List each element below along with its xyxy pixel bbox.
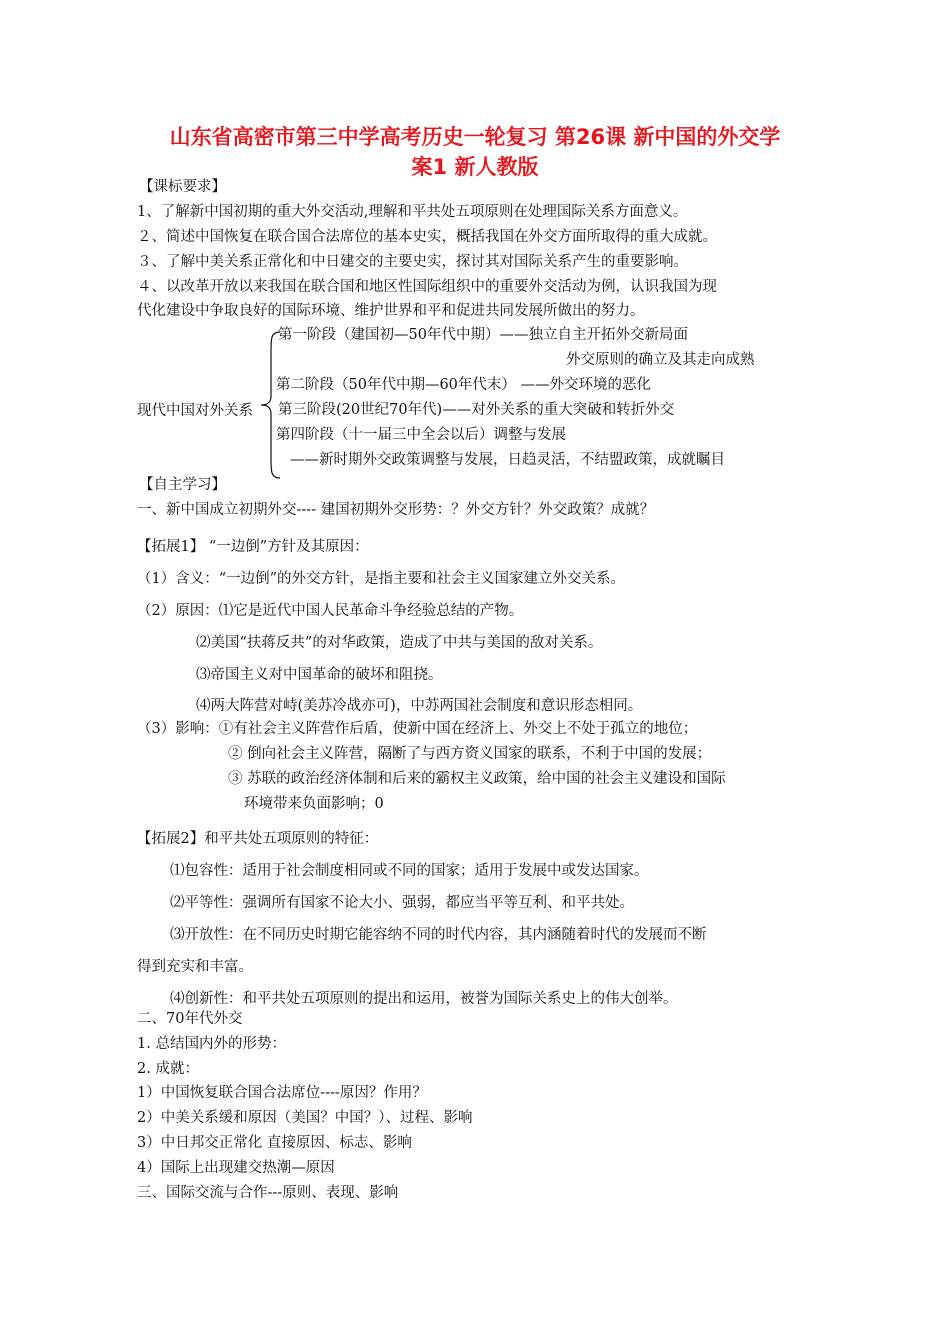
ext1-reason-4: ⑷两大阵营对峙(美苏冷战亦可)，中苏两国社会制度和意识形态相同。 bbox=[196, 698, 643, 714]
section-2-sub-3: 3）中日邦交正常化 直接原因、标志、影响 bbox=[137, 1135, 412, 1151]
section-2-sub-1: 1）中国恢复联合国合法席位----原因？作用？ bbox=[137, 1085, 427, 1101]
ext1-reason-3: ⑶帝国主义对中国革命的破坏和阻挠。 bbox=[196, 667, 443, 683]
requirement-item-3: ３、了解中美关系正常化和中日建交的主要史实，探讨其对国际关系产生的重要影响。 bbox=[137, 254, 688, 270]
section-3-heading: 三、国际交流与合作---原则、表现、影响 bbox=[137, 1185, 399, 1201]
ext2-point-3: ⑶开放性：在不同历史时期它能容纳不同的时代内容，其内涵随着时代的发展而不断 bbox=[170, 927, 707, 943]
outline-label: 现代中国对外关系 bbox=[137, 403, 253, 419]
ext1-heading: 【拓展1】 “一边倒”方针及其原因： bbox=[137, 539, 369, 555]
ext1-meaning: （1）含义：“一边倒”的外交方针，是指主要和社会主义国家建立外交关系。 bbox=[137, 571, 626, 587]
requirements-heading: 【课标要求】 bbox=[139, 179, 226, 195]
ext2-point-2: ⑵平等性：强调所有国家不论大小、强弱，都应当平等互利、和平共处。 bbox=[170, 895, 634, 911]
section-2-sub-4: 4）国际上出现建交热潮—原因 bbox=[137, 1160, 335, 1176]
ext1-impact-3: ③ 苏联的政治经济体制和后来的霸权主义政策，给中国的社会主义建设和国际 bbox=[228, 771, 726, 787]
title-line-1: 山东省高密市第三中学高考历史一轮复习 第26课 新中国的外交学 bbox=[169, 125, 781, 149]
ext1-reason-2: ⑵美国“扶蒋反共”的对华政策，造成了中共与美国的敌对关系。 bbox=[196, 635, 603, 651]
section-1-heading: 一、新中国成立初期外交---- 建国初期外交形势：？外交方针？外交政策？成就？ bbox=[137, 502, 655, 518]
ext1-impact-1: （3）影响：①有社会主义阵营作后盾，使新中国在经济上、外交上不处于孤立的地位； bbox=[137, 721, 698, 737]
section-2-heading: 二、70年代外交 bbox=[137, 1011, 243, 1027]
section-2-item-1: 1. 总结国内外的形势： bbox=[137, 1036, 286, 1052]
section-2-item-2: 2. 成就： bbox=[137, 1061, 199, 1077]
outline-stage-3: 第三阶段(20世纪70年代)——对外关系的重大突破和转折外交 bbox=[278, 402, 675, 418]
ext2-point-3-cont: 得到充实和丰富。 bbox=[137, 959, 253, 975]
outline-stage-4: 第四阶段（十一届三中全会以后）调整与发展 bbox=[276, 427, 566, 443]
outline-stage-2: 第二阶段（50年代中期—60年代末） ——外交环境的恶化 bbox=[276, 377, 652, 393]
requirement-item-1: 1、了解新中国初期的重大外交活动,理解和平共处五项原则在处理国际关系方面意义。 bbox=[137, 204, 688, 220]
section-2-sub-2: 2）中美关系缓和原因（美国？中国？）、过程、影响 bbox=[137, 1110, 473, 1126]
requirement-item-4: ４、以改革开放以来我国在联合国和地区性国际组织中的重要外交活动为例，认识我国为现 bbox=[137, 279, 717, 295]
self-study-heading: 【自主学习】 bbox=[139, 477, 226, 493]
ext1-reason-1: （2）原因：⑴它是近代中国人民革命斗争经验总结的产物。 bbox=[137, 603, 524, 619]
requirement-item-2: ２、简述中国恢复在联合国合法席位的基本史实，概括我国在外交方面所取得的重大成就。 bbox=[137, 229, 717, 245]
ext1-impact-2: ② 倒向社会主义阵营，隔断了与西方资义国家的联系，不利于中国的发展； bbox=[228, 746, 712, 762]
ext1-impact-3-cont: 环境带来负面影响；0 bbox=[244, 796, 384, 812]
document-title bbox=[120, 122, 830, 182]
ext2-point-4: ⑷创新性：和平共处五项原则的提出和运用，被誉为国际关系史上的伟大创举。 bbox=[170, 991, 678, 1007]
ext2-point-1: ⑴包容性：适用于社会制度相同或不同的国家；适用于发展中或发达国家。 bbox=[170, 863, 649, 879]
requirement-item-4-cont: 代化建设中争取良好的国际环境、维护世界和平和促进共同发展所做出的努力。 bbox=[137, 303, 645, 319]
ext2-heading: 【拓展2】和平共处五项原则的特征： bbox=[137, 831, 379, 847]
outline-stage-1-cont: 外交原则的确立及其走向成熟 bbox=[566, 352, 755, 368]
outline-stage-1: 第一阶段（建国初—50年代中期）——独立自主开拓外交新局面 bbox=[278, 327, 688, 343]
title-line-2: 案1 新人教版 bbox=[411, 155, 539, 179]
outline-stage-4-cont: ——新时期外交政策调整与发展，日趋灵活，不结盟政策，成就瞩目 bbox=[290, 452, 725, 468]
